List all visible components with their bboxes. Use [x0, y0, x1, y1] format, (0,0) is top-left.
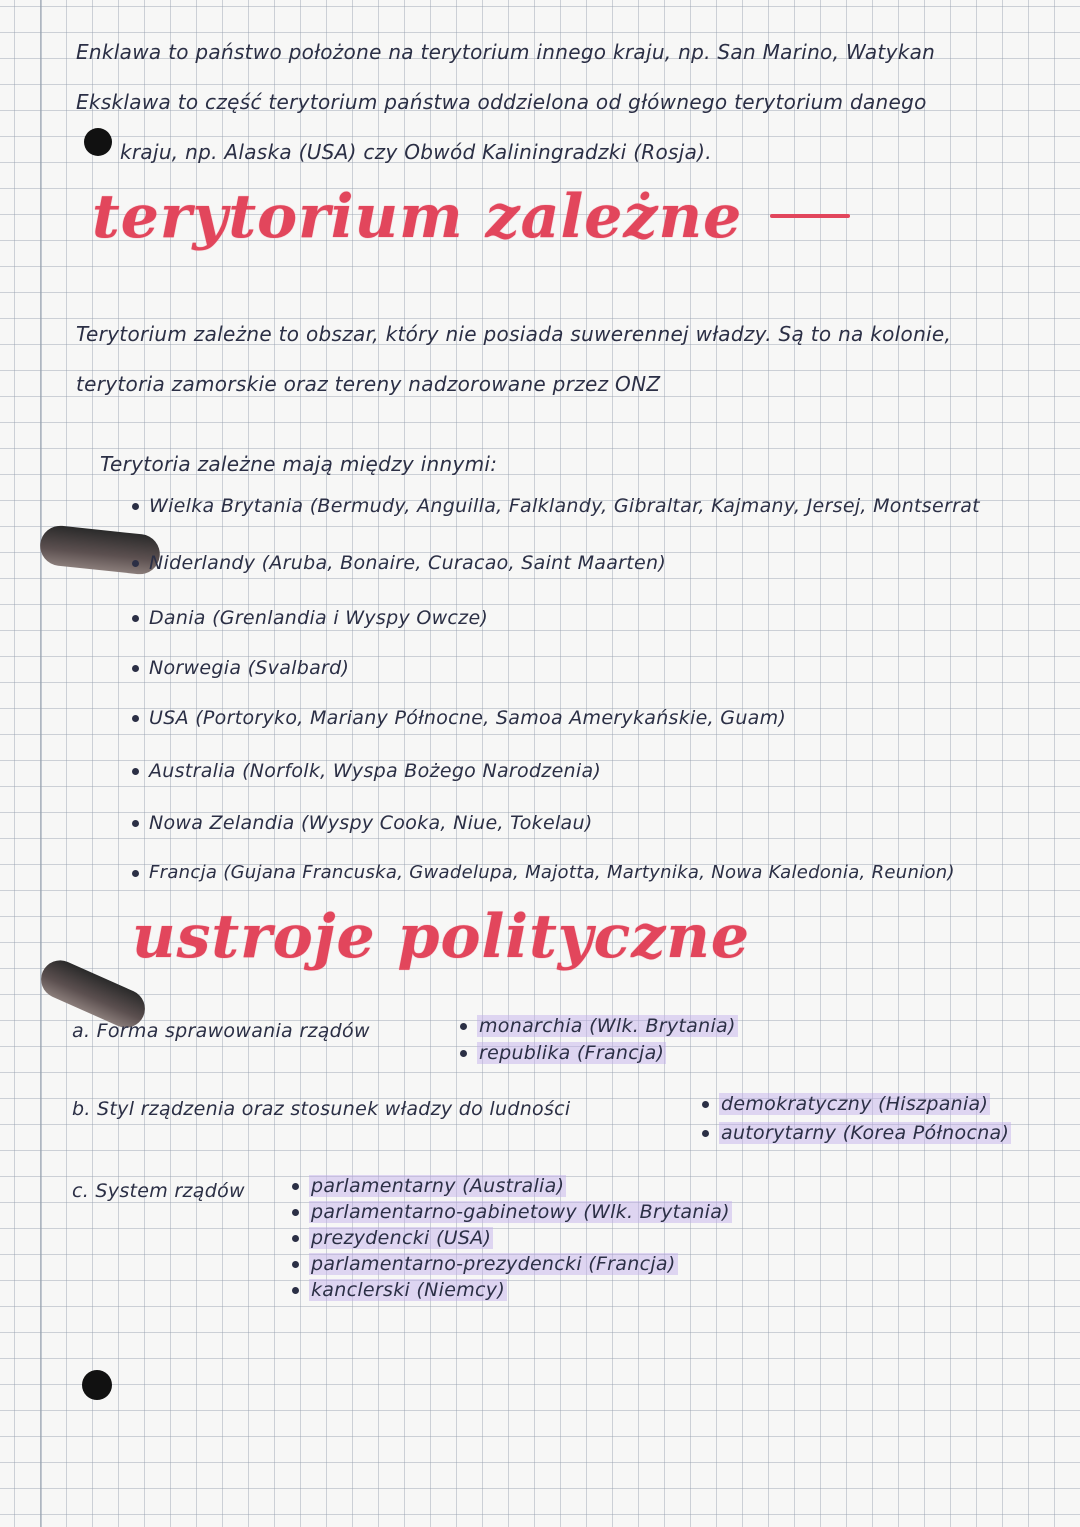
- bullet-icon: [460, 1050, 467, 1057]
- list-item: Wielka Brytania (Bermudy, Anguilla, Falklandy, Gibraltar, Kajmany, Jersej, Montserrat: [132, 495, 980, 517]
- list-item: autorytarny (Korea Północna): [702, 1122, 1011, 1144]
- bullet-icon: [292, 1235, 299, 1242]
- list-item: parlamentarny (Australia): [292, 1175, 566, 1197]
- bullet-icon: [292, 1209, 299, 1216]
- terytorium-zalezne-definition: Terytorium zależne to obszar, który nie posiada suwerennej władzy. Są to na kolonie,: [76, 322, 952, 346]
- list-item: Nowa Zelandia (Wyspy Cooka, Niue, Tokelau): [132, 812, 593, 834]
- eksklawa-definition-continued: kraju, np. Alaska (USA) czy Obwód Kaliningradzki (Rosja).: [120, 140, 712, 164]
- margin-line: [40, 0, 42, 1527]
- bullet-icon: [460, 1023, 467, 1030]
- terytorium-zalezne-definition-continued: terytoria zamorskie oraz tereny nadzorowane przez ONZ: [76, 372, 661, 396]
- list-item: USA (Portoryko, Mariany Północne, Samoa Amerykańskie, Guam): [132, 707, 786, 729]
- forma-sprawowania-label: a. Forma sprawowania rządów: [72, 1020, 370, 1042]
- eksklawa-definition: Eksklawa to część terytorium państwa oddzielona od głównego terytorium danego: [76, 90, 927, 114]
- heading-terytorium-zalezne: terytorium zależne: [92, 182, 743, 252]
- styl-rzadzenia-label: b. Styl rządzenia oraz stosunek władzy do ludności: [72, 1098, 571, 1120]
- bullet-icon: [292, 1183, 299, 1190]
- bullet-icon: [132, 870, 139, 877]
- list-item: demokratyczny (Hiszpania): [702, 1093, 990, 1115]
- list-item: kanclerski (Niemcy): [292, 1279, 507, 1301]
- list-item: parlamentarno-gabinetowy (Wlk. Brytania): [292, 1201, 732, 1223]
- list-item: Niderlandy (Aruba, Bonaire, Curacao, Saint Maarten): [132, 552, 666, 574]
- bullet-icon: [702, 1130, 709, 1137]
- bullet-icon: [702, 1101, 709, 1108]
- list-item: Norwegia (Svalbard): [132, 657, 349, 679]
- enklawa-definition: Enklawa to państwo położone na terytorium innego kraju, np. San Marino, Watykan: [76, 40, 936, 64]
- bullet-icon: [132, 715, 139, 722]
- list-intro: Terytoria zależne mają między innymi:: [100, 452, 498, 476]
- heading-underline-stroke: [770, 214, 850, 218]
- punch-hole-bottom: [82, 1370, 112, 1400]
- list-item: prezydencki (USA): [292, 1227, 493, 1249]
- list-item: Francja (Gujana Francuska, Gwadelupa, Majotta, Martynika, Nowa Kaledonia, Reunion): [132, 862, 955, 883]
- list-item: Dania (Grenlandia i Wyspy Owcze): [132, 607, 488, 629]
- bullet-icon: [292, 1261, 299, 1268]
- punch-hole-top: [84, 128, 112, 156]
- system-rzadow-label: c. System rządów: [72, 1180, 245, 1202]
- list-item: Australia (Norfolk, Wyspa Bożego Narodzenia): [132, 760, 601, 782]
- heading-ustroje-polityczne: ustroje polityczne: [132, 902, 751, 972]
- list-item: parlamentarno-prezydencki (Francja): [292, 1253, 678, 1275]
- bullet-icon: [132, 665, 139, 672]
- bullet-icon: [132, 503, 139, 510]
- list-item: monarchia (Wlk. Brytania): [460, 1015, 738, 1037]
- bullet-icon: [132, 560, 139, 567]
- bullet-icon: [132, 615, 139, 622]
- bullet-icon: [132, 768, 139, 775]
- bullet-icon: [292, 1287, 299, 1294]
- list-item: republika (Francja): [460, 1042, 666, 1064]
- bullet-icon: [132, 820, 139, 827]
